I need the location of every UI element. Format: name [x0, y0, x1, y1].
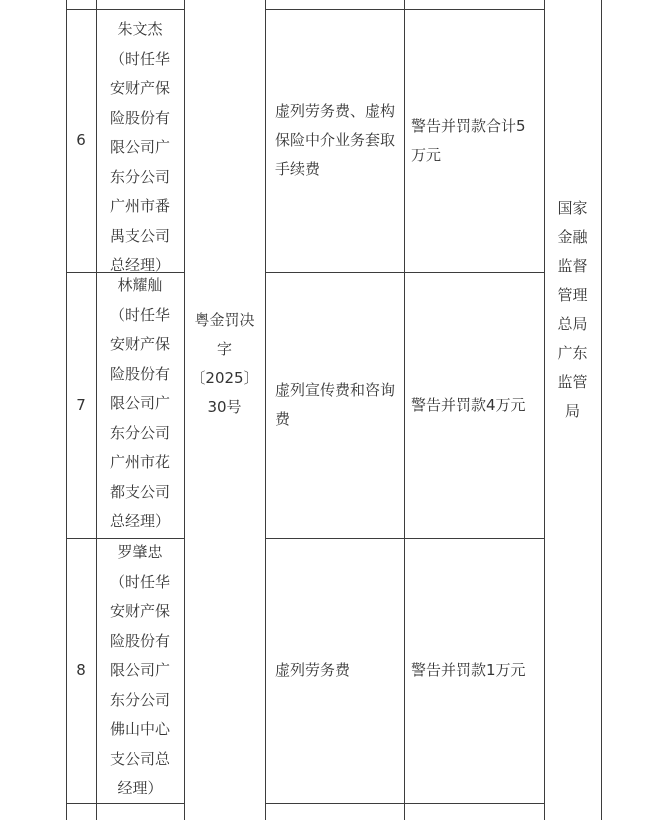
role-line: （时任华 [109, 572, 170, 591]
serial-number: 8 [76, 661, 86, 679]
decision-line: 粤金罚决 [194, 311, 255, 329]
table-row-7-violation [265, 272, 404, 538]
role-line: 限公司广 [109, 661, 170, 679]
row-separator [265, 803, 544, 804]
role-line: 险股份有 [109, 631, 170, 650]
top-partial-cell [96, 0, 184, 2]
role-line: 经理） [117, 779, 163, 797]
role-line: （时任华 [109, 305, 170, 324]
role-line: 安财产保 [109, 335, 170, 353]
role-line: 都支公司 [109, 482, 170, 501]
role-line: 东分公司 [109, 423, 170, 442]
table-row-6-penalty [404, 9, 544, 272]
authority-line: 监督 [557, 257, 588, 275]
table-row-6-number [66, 9, 96, 272]
serial-number: 7 [76, 395, 86, 414]
person-name: 朱文杰 [117, 20, 163, 38]
authority-cell [544, 0, 601, 820]
role-line: 总经理） [109, 512, 170, 530]
role-line: 广州市花 [109, 453, 170, 471]
authority-line: 管理 [557, 286, 588, 304]
role-line: 广州市番 [109, 197, 170, 215]
authority-line: 监管 [557, 373, 588, 391]
role-line: 险股份有 [109, 108, 170, 127]
penalty-line: 万元 [411, 145, 442, 164]
violation-line: 虚列劳务费、虚构 [275, 102, 396, 120]
authority-line: 总局 [557, 315, 588, 333]
role-line: 东分公司 [109, 167, 170, 186]
penalty-line: 警告并罚款1万元 [411, 661, 526, 679]
role-line: 禺支公司 [109, 226, 170, 245]
table-row-8-violation [265, 538, 404, 803]
role-line: （时任华 [109, 49, 170, 68]
role-line: 东分公司 [109, 690, 170, 709]
penalty-line: 警告并罚款4万元 [411, 395, 526, 414]
decision-line: 字 [216, 340, 232, 358]
table-row-8-number [66, 538, 96, 803]
authority-line: 广东 [557, 344, 588, 362]
table-row-6-violation [265, 9, 404, 272]
role-line: 支公司总 [109, 749, 170, 768]
table-border-right [601, 0, 602, 820]
role-line: 险股份有 [109, 364, 170, 383]
role-line: 安财产保 [109, 79, 170, 97]
violation-line: 手续费 [275, 160, 321, 178]
violation-line: 保险中介业务套取 [275, 131, 396, 149]
table-row-8-penalty [404, 538, 544, 803]
violation-line: 费 [275, 410, 291, 428]
decision-line: 30号 [207, 398, 242, 416]
table-row-7-number [66, 272, 96, 538]
serial-number: 6 [76, 131, 86, 149]
table-row-7-penalty [404, 272, 544, 538]
person-name: 罗肇忠 [117, 543, 163, 561]
violation-line: 虚列劳务费 [275, 661, 351, 679]
top-partial-text [117, 0, 162, 1]
role-line: 佛山中心 [109, 720, 170, 738]
authority-line: 国家 [557, 199, 588, 217]
violation-line: 虚列宣传费和咨询 [275, 381, 396, 399]
table-row-6-person [96, 9, 184, 272]
table-row-8-person [96, 538, 184, 803]
role-line: 限公司广 [109, 394, 170, 412]
authority-line: 金融 [557, 228, 588, 246]
authority-line: 局 [564, 402, 580, 420]
role-line: 安财产保 [109, 602, 170, 620]
role-line: 总经理） [109, 256, 170, 274]
penalty-line: 警告并罚款合计5 [411, 116, 526, 135]
person-name: 林耀舢 [117, 276, 163, 294]
decision-line: 〔2025〕 [190, 369, 259, 387]
role-line: 限公司广 [109, 138, 170, 156]
table-row-7-person [96, 272, 184, 538]
decision-number-cell [184, 0, 265, 820]
